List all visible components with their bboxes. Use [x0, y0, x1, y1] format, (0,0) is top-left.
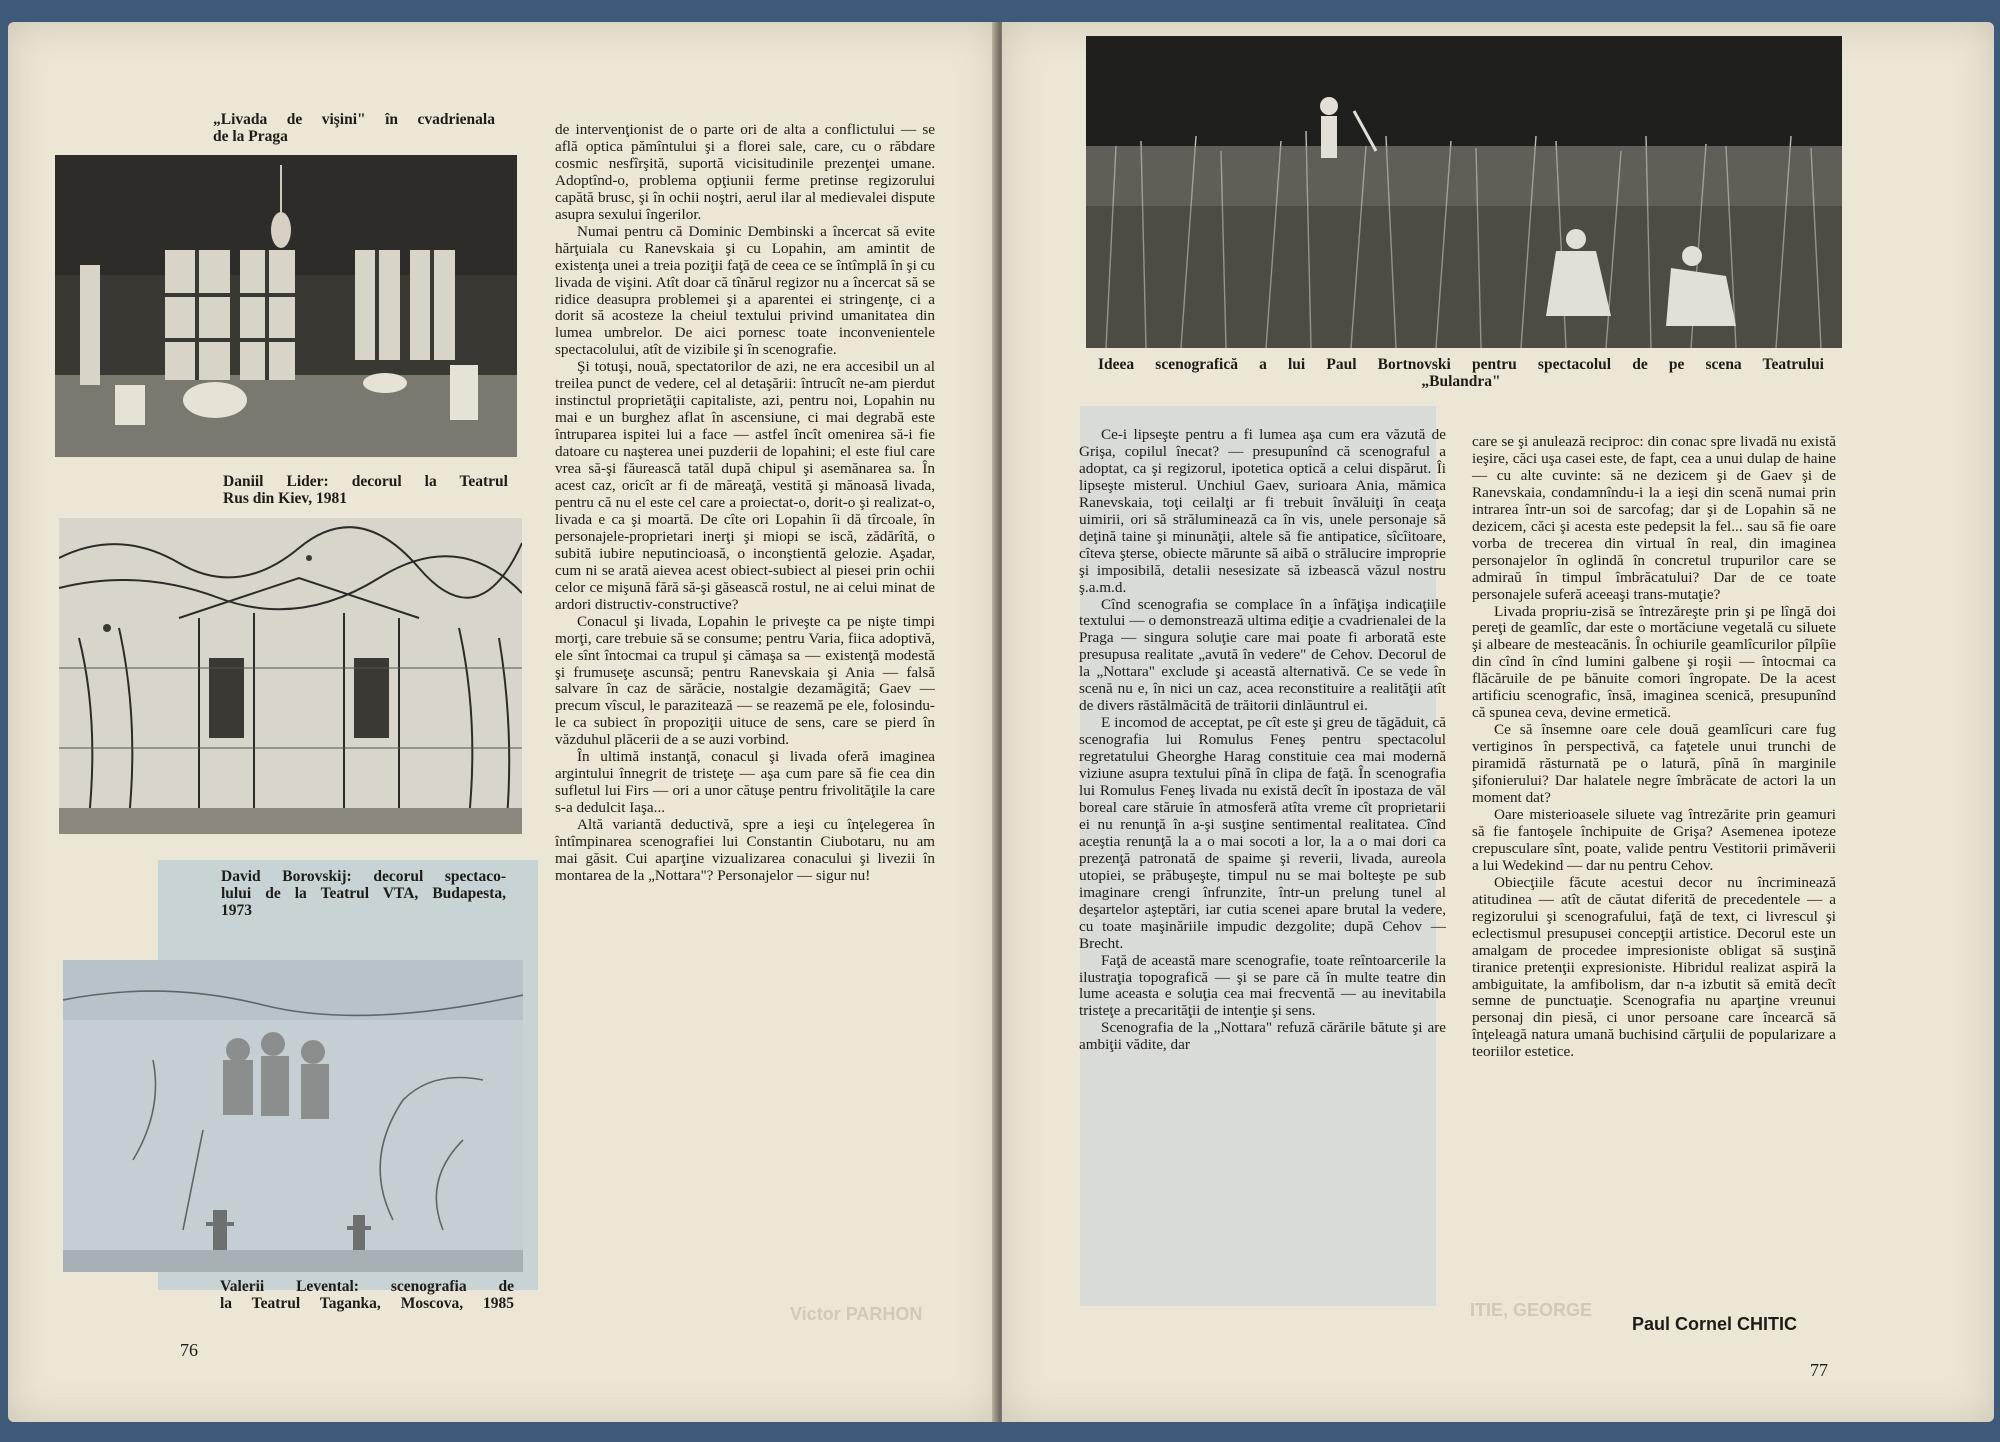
paragraph: Ce să însemne oare cele două geamlîcuri care fug vertiginos în perspectivă, ca faţetele unui trunchi de piramidă răsturnată pe o latură, pînă în marginile şifonierului? Dar halatele negre îmbrăcate de actori la un moment dat? [1472, 721, 1836, 807]
page-number: 76 [180, 1340, 198, 1360]
caption-bulandra: Ideea scenografică a lui Paul Bortnovski pentru spectacolul de pe scena Teatrului „Bulandra" [1098, 356, 1824, 390]
caption-moscow: Valerii Levental: scenografia de la Teatrul Taganka, Moscova, 1985 [220, 1278, 514, 1312]
page-number-right: 77 [1810, 1360, 1828, 1380]
paragraph: Livada propriu-zisă se întrezăreşte prin şi pe lîngă doi pereţi de geamlîc, dar este o mortăciune vegetală cu siluete şi albeare de mesteacănis. În ochiurile geamlîcurilor pîlpîie din cînd în cînd lumini galbene şi roşii — întocmai ca flăcăruile de pe bănuite comori îngropate. De la acest artificiu scenografic, însă, imaginea scenică, presupunînd că spunea ceva, devine ermetică. [1472, 602, 1836, 722]
author-signature: Paul Cornel CHITIC [1632, 1314, 1798, 1334]
paragraph: Faţă de această mare scenografie, toate reîntoarcerile la ilustraţia topografică — şi se pare că în multe teatre din lume aceasta e soluţia cea mai frecventă — au inevitabila tristeţe a precarităţii de intenţie şi sens. [1079, 951, 1446, 1020]
paragraph: Cînd scenografia se complace în a înfăţişa indicaţiile textului — o demonstrează ultima ediţie a cvadrienalei de la Praga — singura soluţie care mai poate fi arborată este presupusa realitate „avută în vedere" de Cehov. Decorul de la „Nottara" exclude şi această alternativă. Ce se vede în scenă nu e, în nici un caz, acea reconstituire a realităţii atît de divers răstălmăcită de trăitorii dinlăuntrul ei. [1079, 595, 1446, 715]
right-text-column-2 [1472, 434, 1836, 1061]
paragraph: de intervenţionist de o parte ori de alta a conflictului — se află optica pămîntului şi a florei sale, care, cu o răbdare cosmic nesfîrşită, suportă vicisitudinile prezenţei umane. Adoptînd-o, problema opţiunii ferme pretinse regizorului capătă brusc, şi în ochii noştri, aerul ilar al medievalei dispute asupra sexului îngerilor. [555, 121, 935, 223]
paragraph: Obiecţiile făcute acestui decor nu încriminează atitudinea — atît de căutat diferită de precedentele — a regizorului şi scenografului, faţă de text, ci livrescul şi eclectismul presupusei concepţii artistice. Decorul este un amalgam de procedee impresioniste obligat să susţină tiranice pretenţii expresioniste. Hibridul realizat aspiră la ambiguitate, la amfibolism, dar n-a izbutit să emită decît semne de punctuaţie. Scenografia nu aparţine vreunui personaj din piesă, ci unor persoane care încearcă să înţeleagă natura umană buchisind cărţulii de popularizare a teoriilor estetice. [1472, 873, 1836, 1061]
photo-moscow-stage [63, 960, 523, 1272]
ghost-print: Victor PARHON [790, 1304, 923, 1324]
caption-praga: „Livada de vişini" în cvadrienala de la Praga [213, 111, 495, 145]
photo-bulandra-stage [1086, 36, 1842, 348]
left-text-column [555, 122, 935, 885]
paragraph: Scenografia de la „Nottara" refuză cărările bătute şi are ambiţii vădite, dar [1079, 1019, 1446, 1054]
paragraph: Oare misterioasele siluete vag întrezărite prin geamuri să fie fantoşele închipuite de Grişa? Asemenea ipoteze crepusculare sînt, poate, valide pentru Vestitorii primăverii a lui Wedekind — dar nu pentru Cehov. [1472, 805, 1836, 874]
paragraph: Şi totuşi, nouă, spectatorilor de azi, ne era accesibil un al treilea punct de vedere, cel al detaşării: întrucît ne-am pierdut instinctul proprietăţii capitaliste, azi, pentru noi, Lopahin nu mai e un burghez aflat în ascensiune, ci mai degrabă este întruparea ispitei lui a face — astfel încît omenirea să-i fie datoare cu naşterea unei puzderii de lopahini; el este fiul care vrea să-şi făurească tatăl după chipul şi asemănarea sa. În acest caz, oricît ar fi de măreaţă, vestită şi mănoasă livada, pentru că nu el este cel care a proiectat-o, dorit-o şi realizat-o, livada e ca şi moartă. De cîte ori Lopahin îi dă tîrcoale, în personajele-proprietari inerţi şi miopi se iscă, zădărîtă, o subită iubire neputincioasă, o inconştientă gelozie. Aşadar, cum ni se arată aievea acest obiect-subiect al piesei prin ochii celor ce mişună fără să-şi găsească rostul, ne ai celui minat de ardori distructiv-constructive? [555, 358, 935, 613]
paragraph: Ce-i lipseşte pentru a fi lumea aşa cum era văzută de Grişa, copilul înecat? — presupunînd că scenograful a adoptat, ca şi regizorul, ipotetica optică a celui dispărut. Îi lipseşte misterul. Unchiul Gaev, surioara Ania, mămica Ranevskaia, toţi ceilalţi ar fi trebuit învăluiţi în ceaţa uimirii, ori să străluminează ca în vis, unele personaje să deţină taine şi minunăţii, altele să fie antipatice, sîcîitoare, cîteva şterse, obiecte mărunte să aibă o strălucire improprie şi imposibilă, detalii nesesizate să izbească văzul nostru ş.a.m.d. [1079, 426, 1446, 596]
paragraph: Altă variantă deductivă, spre a ieşi cu înţelegerea în întîmpinarea scenografiei lui Constantin Ciubotaru, nu am mai găsit. Cui aparţine vizualizarea conacului şi livezii în montarea de la „Nottara"? Personajelor — sigur nu! [555, 816, 935, 884]
paragraph: E incomod de acceptat, pe cît este şi greu de tăgăduit, că scenografia lui Romulus Feneş pentru spectacolul regretatului Gheorghe Harag constituie cea mai modernă viziune asupra textului pînă în clipa de faţă. În scenografia lui Romulus Feneş livada nu există decît în ipostaza de văl boreal care stăruie în atmosferă atîta vreme cît proprietarii ei nu renunţă în a-şi susţine sentimental realitatea. Cînd aceştia renunţă la a o mai socoti a lor, la a o mai dori ca prezenţă patronată de spaime şi reverii, livada, aureola utopiei, se prăbuşeşte, timpul nu se mai bolteşte pe sub imaginare crengi înfrunzite, într-un prelung tunel al deşartelor aşteptări, iar cutia scenei apare brutal la vedere, cu toate maşinăriile impudic dezgolite; după Cehov — Brecht. [1079, 714, 1446, 952]
paragraph: Numai pentru că Dominic Dembinski a încercat să evite hărţuiala cu Ranevskaia şi cu Lopahin, am amintit de existenţa unei a treia poziţii faţă de ceea ce se întîmplă în şi cu livada de vişini. Atît doar că tînărul regizor nu a încercat să se ridice deasupra problemei şi a aparentei ei stringenţe, ci a dorit să acosteze la cheiul textului privind umanitatea din lumea umbrelor. De aici pornesc toate inconvenientele spectacolului, atît de vizibile şi în scenografie. [555, 222, 935, 359]
right-text-column-1 [1079, 427, 1446, 1054]
caption-budapest: David Borovskij: decorul spectaco- lului de la Teatrul VTA, Budapesta, 1973 [221, 868, 506, 919]
paragraph: În ultimă instanţă, conacul şi livada oferă imaginea argintului înnegrit de tristeţe — aşa cum pare să fie cea din sufletul lui Firs — ori a unor cătuşe pentru frivolităţile la care s-a dedulcit Iaşa... [555, 748, 935, 817]
right-page [1002, 22, 1994, 1422]
paragraph: Conacul şi livada, Lopahin le priveşte ca pe nişte timpi morţi, care trebuie să se consume; pentru Varia, fiica adoptivă, ele sînt întocmai ca trupul şi cămaşa sa — existenţă modestă şi frumuseţe ascunsă; pentru Ranevskaia şi Ania — falsă salvare în caz de sărăcie, nostalgie dezamăgită; Gaev — precum vîscul, le parazitează — se reazemă pe ele, folosindu-le ca subiect în propoziţii uituce de sens, care se pierd în văzduhul plăcerii de a se auzi vorbind. [555, 612, 935, 749]
caption-kiev: Daniil Lider: decorul la Teatrul Rus din Kiev, 1981 [223, 473, 508, 507]
left-page [8, 22, 998, 1422]
ghost-print-right: ITIE, GEORGE [1470, 1300, 1593, 1320]
paragraph: care se şi anulează reciproc: din conac spre livadă nu există ieşire, căci uşa casei este, de fapt, cea a unui dulap de haine — cu alte cuvinte: să ne dezicem şi de Gaev şi de Ranevskaia, condamnîndu-i la a ieşi din scenă numai prin intrarea într-un soi de sarcofag; dar şi de Lopahin să ne dezicem, căci şi acesta este pedepsit la fel... sau să fie oare vorba de trecerea din virtual în real, din imaginea personajelor în oglindă în concretul trupurilor care se admiraŭ în timpul îmbrăcatului? Dar de ce toate personajele suferă aceeaşi trans-mutaţie? [1472, 433, 1836, 603]
photo-praga-stage [55, 155, 517, 457]
photo-kiev-decor [59, 518, 522, 834]
